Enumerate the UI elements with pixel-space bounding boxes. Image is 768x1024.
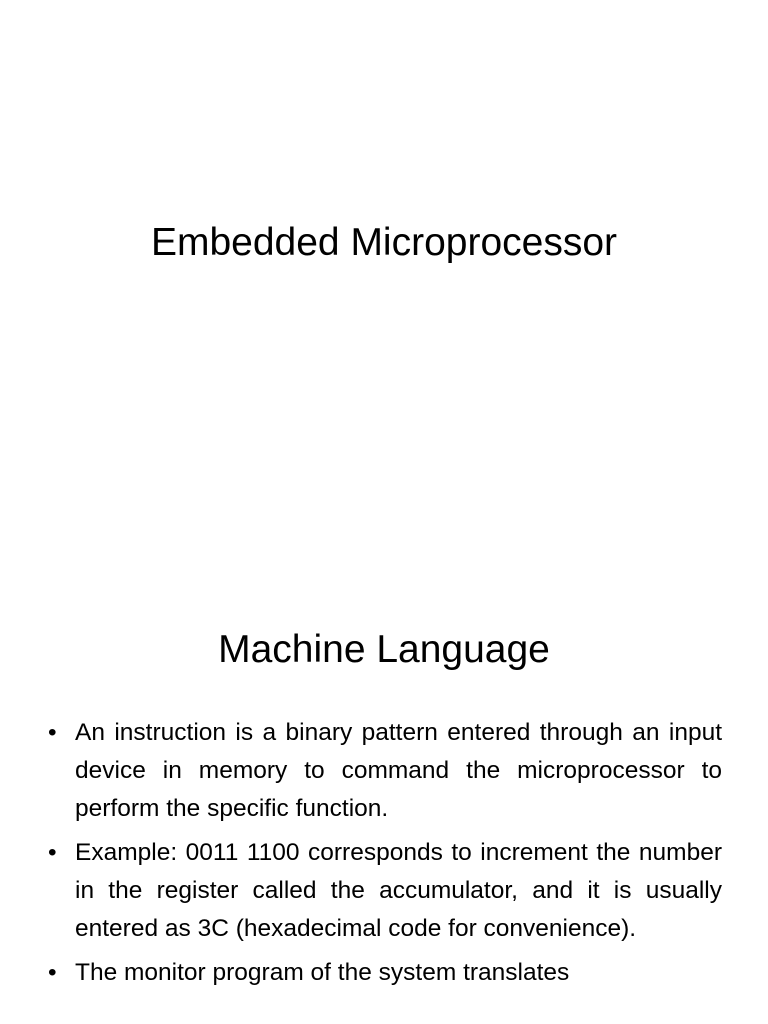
slide-title-embedded-microprocessor: Embedded Microprocessor xyxy=(150,221,618,264)
bullet-text: Example: 0011 1100 corresponds to increment the number in the register called the accumulator, and it is usually entered as 3C (hexadecimal code for convenience). xyxy=(75,839,722,942)
bullet-dot: • xyxy=(48,959,57,986)
bullet-text: An instruction is a binary pattern entered through an input device in memory to command the microprocessor to perform the specific function. xyxy=(75,719,722,822)
bullet-list xyxy=(48,714,722,998)
bullet-dot: • xyxy=(48,839,57,866)
bullet-item xyxy=(48,834,722,948)
bullet-dot: • xyxy=(48,719,57,746)
slide-title-machine-language: Machine Language xyxy=(218,628,550,671)
bullet-item xyxy=(48,954,722,992)
bullet-text: The monitor program of the system translates xyxy=(75,959,570,986)
bullet-item xyxy=(48,714,722,828)
